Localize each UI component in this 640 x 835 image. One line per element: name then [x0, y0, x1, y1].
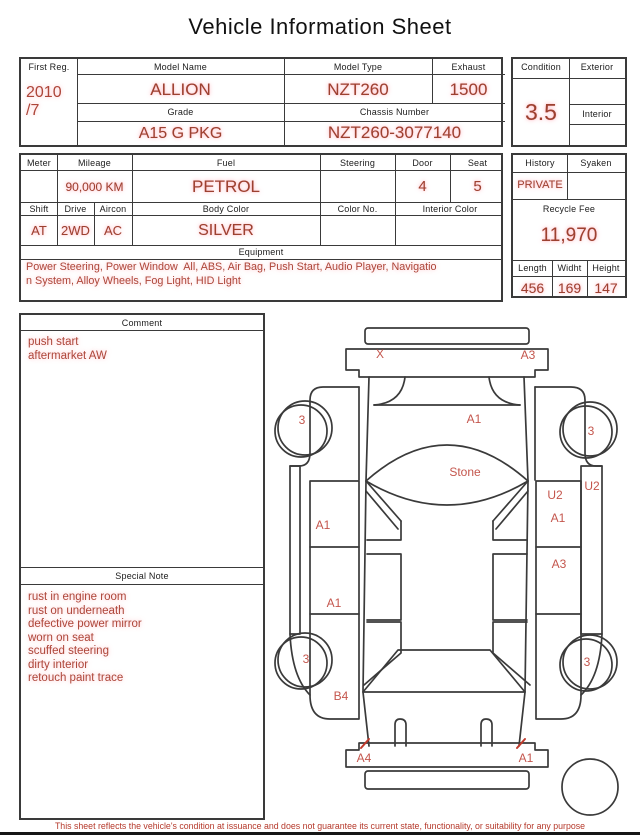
steering-label: Steering — [339, 158, 376, 168]
roof-panel — [366, 445, 528, 505]
aircon-label: Aircon — [99, 204, 127, 214]
divider — [21, 584, 263, 585]
divider — [77, 103, 505, 104]
divider — [513, 172, 625, 173]
divider — [569, 104, 625, 105]
divider — [21, 330, 263, 331]
condition-label: Condition — [521, 62, 561, 72]
right-rear-door-glass — [493, 554, 527, 620]
divider — [21, 202, 501, 203]
chassis-label: Chassis Number — [359, 107, 430, 117]
details-table — [19, 153, 503, 302]
equipment-label: Equipment — [238, 247, 284, 257]
interior-color-label: Interior Color — [422, 204, 478, 214]
model-name-value: ALLION — [150, 80, 211, 99]
comment-box — [19, 313, 265, 820]
left-pillar-lines — [366, 481, 401, 529]
left-rear-door-glass — [367, 554, 401, 620]
mileage-label: Mileage — [78, 158, 111, 168]
chassis-value: NZT260-3077140 — [327, 123, 462, 142]
model-type-label: Model Type — [333, 62, 383, 72]
special-note-label: Special Note — [115, 571, 169, 581]
seat-value: 5 — [473, 178, 482, 195]
shift-label: Shift — [29, 204, 49, 214]
damage-code-label: U2 — [547, 488, 563, 502]
comment-label: Comment — [121, 318, 163, 328]
damage-code-label: A3 — [520, 348, 536, 362]
divider — [21, 245, 501, 246]
first-reg-label: First Reg. — [28, 62, 70, 72]
comment-lines: push start aftermarket AW — [28, 336, 107, 362]
damage-code-label: A1 — [466, 412, 482, 426]
damage-code-label: 3 — [302, 652, 310, 666]
damage-code-label: A1 — [326, 596, 342, 610]
right-pillar-lines — [493, 481, 528, 529]
history-box — [511, 153, 627, 298]
damage-code-label: A3 — [551, 557, 567, 571]
body-color-label: Body Color — [202, 204, 250, 214]
fuel-label: Fuel — [216, 158, 236, 168]
divider — [569, 78, 625, 79]
seat-label: Seat — [467, 158, 488, 168]
recycle-fee-value: 11,970 — [540, 225, 598, 246]
damage-code-label: B4 — [333, 689, 349, 703]
shift-value: AT — [31, 223, 47, 238]
interior-label: Interior — [582, 109, 612, 119]
divider — [21, 170, 501, 171]
drive-label: Drive — [64, 204, 87, 214]
car-damage-diagram — [270, 325, 640, 820]
body-right-edge — [524, 377, 528, 692]
damage-code-label: A4 — [356, 751, 372, 765]
grade-value: A15 G PKG — [138, 125, 223, 142]
rear-window — [363, 650, 525, 692]
aircon-value: AC — [103, 223, 123, 238]
right-lamp-post — [481, 719, 492, 746]
spare-tire — [562, 759, 618, 815]
height-value: 147 — [594, 280, 618, 296]
length-value: 456 — [520, 280, 545, 296]
damage-code-label: 3 — [583, 655, 591, 669]
history-label: History — [525, 158, 555, 168]
divider — [21, 259, 501, 260]
left-front-door-glass — [367, 521, 401, 540]
damage-code-label: X — [375, 347, 385, 361]
exhaust-value: 1500 — [449, 80, 488, 99]
door-label: Door — [412, 158, 433, 168]
divider — [21, 567, 263, 568]
divider — [513, 276, 625, 277]
meter-label: Meter — [26, 158, 51, 168]
damage-code-label: U2 — [584, 479, 600, 493]
color-no-label: Color No. — [337, 204, 378, 214]
front-bumper — [365, 328, 529, 344]
mileage-value: 90,000 KM — [65, 180, 124, 194]
divider — [21, 215, 501, 216]
body-left-edge — [363, 377, 369, 692]
divider — [77, 74, 505, 75]
door-value: 4 — [418, 178, 427, 195]
trunk-sides — [363, 692, 525, 746]
left-lamp-post — [395, 719, 406, 746]
model-name-label: Model Name — [153, 62, 208, 72]
grade-label: Grade — [167, 107, 194, 117]
divider — [513, 260, 625, 261]
identity-table — [19, 57, 503, 147]
width-label: Widht — [557, 263, 582, 273]
condition-box — [511, 57, 627, 147]
cowl-arc — [374, 377, 405, 405]
front-right-wheel-inner — [560, 406, 612, 458]
height-label: Height — [592, 263, 620, 273]
left-sill — [290, 466, 300, 634]
damage-code-label: 3 — [298, 413, 306, 427]
model-type-value: NZT260 — [327, 80, 389, 99]
divider — [569, 124, 625, 125]
syaken-label: Syaken — [580, 158, 612, 168]
recycle-fee-label: Recycle Fee — [542, 204, 596, 214]
divider — [77, 121, 505, 122]
damage-code-label: A1 — [518, 751, 534, 765]
exterior-label: Exterior — [580, 62, 614, 72]
drive-value: 2WD — [61, 223, 90, 238]
exhaust-label: Exhaust — [451, 62, 486, 72]
equipment-list: Power Steering, Power Window All, ABS, Air Bag, Push Start, Audio Player, Navigatio n System, Alloy Wheels, Fog Light, HID Light — [26, 261, 437, 287]
divider — [513, 78, 569, 79]
divider — [513, 199, 625, 200]
page-title: Vehicle Information Sheet — [188, 14, 452, 39]
special-note-lines: rust in engine room rust on underneath defective power mirror worn on seat scuffed steering dirty interior retouch paint trace — [28, 591, 142, 684]
right-front-door-glass — [493, 521, 527, 540]
cowl-arc — [489, 377, 520, 405]
history-value: PRIVATE — [517, 179, 563, 191]
rear-bumper — [365, 771, 529, 789]
condition-score: 3.5 — [525, 99, 557, 125]
fuel-value: PETROL — [191, 177, 261, 196]
disclaimer-text: This sheet reflects the vehicle's condition at issuance and does not guarantee its current state, functionality, or suitability for any purpose — [54, 821, 586, 831]
length-label: Length — [518, 263, 547, 273]
body-color-value: SILVER — [198, 222, 254, 239]
damage-code-label: Stone — [449, 465, 481, 479]
width-value: 169 — [557, 280, 582, 296]
damage-code-label: A1 — [550, 511, 566, 525]
first-reg-value: 2010 /7 — [26, 84, 62, 119]
damage-code-label: A1 — [315, 518, 331, 532]
damage-code-label: 3 — [587, 424, 595, 438]
